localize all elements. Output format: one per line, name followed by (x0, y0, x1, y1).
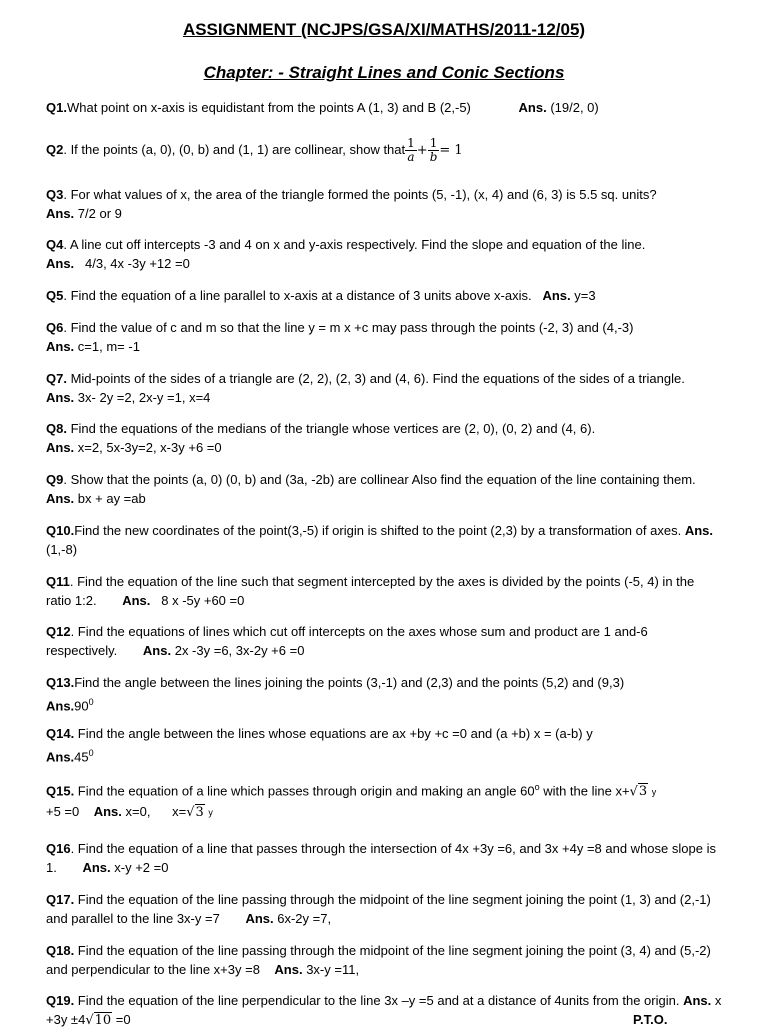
question-text: . Find the equations of lines which cut off intercepts on the axes whose sum and product are 1 and-6 respectively. (46, 624, 648, 658)
question-number: Q15. (46, 783, 75, 799)
question-number: Q18. (46, 943, 75, 958)
answer-text: 3x- 2y =2, 2x-y =1, x=4 (77, 389, 211, 405)
answer-label: Ans. (46, 697, 75, 713)
question-text: . If the points (a, 0), (0, b) and (1, 1) are collinear, show that (63, 142, 406, 157)
answer-text: x=0, (125, 804, 151, 820)
answer-label: Ans. (46, 205, 75, 221)
answer-label: Ans. (46, 389, 75, 405)
question-18 (46, 942, 722, 979)
question-number: Q16 (46, 841, 71, 856)
question-number: Q11 (46, 574, 70, 589)
answer-text: 4/3, 4x -3y +12 =0 (85, 255, 190, 271)
question-number: Q8. (46, 421, 67, 436)
question-12 (46, 623, 722, 660)
chapter-subtitle: Chapter: - Straight Lines and Conic Sections (203, 63, 565, 82)
answer-text: y=3 (574, 288, 596, 303)
answer-text: (1,-8) (46, 541, 78, 557)
question-text: . A line cut off intercepts -3 and 4 on x and y-axis respectively. Find the slope and equation of the line. (63, 237, 646, 252)
answer-label: Ans. (683, 993, 712, 1008)
question-15: Q15. Find the equation of a line which passes through origin and making an angle 60$^o$ with the line x+√3 y +5 =0 Ans. x=0, x=√3 y (46, 782, 657, 821)
sqrt-3: √3 (186, 805, 204, 821)
question-number: Q19. (46, 993, 75, 1008)
answer-label: Ans. (46, 255, 75, 271)
question-text: . Find the equation of a line that passes through the intersection of 4x +3y =6, and 3x +4y =8 and whose slope is 1. (46, 841, 716, 875)
answer-label: Ans. (46, 439, 75, 455)
answer-text: (19/2, 0) (550, 100, 599, 115)
question-number: Q7. (46, 371, 67, 386)
question-text: . Find the value of c and m so that the line y = m x +c may pass through the points (-2, 3) and (4,-3) (63, 320, 634, 335)
question-14 (46, 725, 722, 766)
answer-label: Ans. (46, 748, 75, 764)
answer-label: Ans. (274, 961, 303, 977)
question-number: Q6 (46, 320, 64, 335)
question-number: Q14. (46, 726, 75, 741)
question-9 (46, 471, 722, 508)
answer-label: Ans. (542, 288, 571, 303)
answer-label: Ans. (82, 859, 111, 875)
answer-text: 2x -3y =6, 3x-2y +6 =0 (174, 642, 305, 658)
question-number: Q9 (46, 472, 64, 487)
question-5 (46, 287, 722, 306)
sqrt-10: √10 (85, 1012, 112, 1028)
degree-sup: 0 (88, 696, 94, 707)
equals-one: = 1 (439, 143, 463, 158)
question-text: Find the angle between the lines whose equations are ax +by +c =0 and (a +b) x = (a-b) y (74, 726, 593, 741)
question-1 (46, 99, 722, 118)
degree-sup: 0 (88, 747, 94, 758)
fraction-1-over-b: $\frac{1}{b}$ (429, 136, 438, 165)
question-text: Find the equation of the line perpendicular to the line 3x –y =5 and at a distance of 4units from the origin. (74, 993, 680, 1008)
answer-text: c=1, m= -1 (77, 338, 140, 354)
answer-text: 8 x -5y +60 =0 (161, 592, 245, 608)
question-number: Q4 (46, 237, 64, 252)
question-4 (46, 236, 722, 273)
question-text: Find the equation of a line which passes through origin and making an angle 60 (74, 783, 535, 799)
question-7 (46, 370, 722, 407)
answer-text: x=2, 5x-3y=2, x-3y +6 =0 (77, 439, 222, 455)
question-17 (46, 891, 722, 928)
question-text: Find the new coordinates of the point(3,-5) if origin is shifted to the point (2,3) by a transformation of axes. (74, 523, 682, 538)
question-16 (46, 840, 722, 877)
question-11 (46, 573, 722, 610)
answer-text: x-y +2 =0 (114, 859, 169, 875)
answer-text: 45 (74, 748, 89, 764)
answer-text: 90 (74, 697, 89, 713)
question-text: Find the equations of the medians of the triangle whose vertices are (2, 0), (0, 2) and (4, 6). (66, 421, 596, 436)
answer-label: Ans. (46, 490, 75, 506)
answer-label: Ans. (46, 338, 75, 354)
question-number: Q10. (46, 523, 75, 538)
question-text: Find the equation of the line passing through the midpoint of the line segment joining the point (3, 4) and (5,-2) and perpendicular to the line x+3y =8 (46, 943, 711, 977)
answer-label: Ans. (518, 100, 547, 115)
answer-label: Ans. (245, 910, 274, 926)
question-text: . Find the equation of a line parallel to x-axis at a distance of 3 units above x-axis. (63, 288, 532, 303)
question-number: Q2 (46, 142, 64, 157)
pto-label: P.T.O. (633, 1012, 668, 1027)
fraction-1-over-a: $\frac{1}{a}$ (407, 136, 415, 165)
question-number: Q12 (46, 624, 71, 639)
answer-label: Ans. (142, 642, 172, 658)
assignment-title: ASSIGNMENT (NCJPS/GSA/XI/MATHS/2011-12/05) (182, 20, 586, 39)
question-text: . For what values of x, the area of the triangle formed the points (5, -1), (x, 4) and (6, 3) is 5.5 sq. units? (63, 187, 657, 202)
question-number: Q5 (46, 288, 64, 303)
answer-text: 6x-2y =7, (277, 910, 332, 926)
question-text: . Find the equation of the line such that segment intercepted by the axes is divided by the points (-5, 4) in the ratio 1:2. (46, 574, 695, 608)
answer-text: 3x-y =11, (306, 961, 360, 977)
question-2: Q2. If the points (a, 0), (0, b) and (1, 1) are collinear, show that $\frac{1}{a}$ + $\frac{1}{b}$ = 1 (46, 136, 463, 165)
question-number: Q17. (46, 892, 75, 907)
question-number: Q3 (46, 187, 64, 202)
answer-text: 7/2 or 9 (77, 205, 122, 221)
answer-text: bx + ay =ab (77, 490, 146, 506)
question-number: Q1. (46, 100, 67, 115)
question-13 (46, 674, 722, 715)
answer-label: Ans. (122, 592, 151, 608)
answer-label: Ans. (684, 523, 713, 538)
question-text: What point on x-axis is equidistant from the points A (1, 3) and B (2,-5) (66, 100, 471, 115)
degree-sup: o (534, 782, 540, 792)
question-number: Q13. (46, 675, 75, 690)
question-text: Find the equation of the line passing through the midpoint of the line segment joining the point (1, 3) and (2,-1) and parallel to the line 3x-y =7 (46, 892, 711, 926)
answer-text: x +3y ±4 (46, 993, 722, 1027)
sqrt-3: √3 (629, 784, 648, 800)
question-6 (46, 319, 722, 356)
question-10 (46, 522, 722, 559)
question-3 (46, 186, 722, 223)
question-text: Find the angle between the lines joining the points (3,-1) and (2,3) and the points (5,2) and (9,3) (74, 675, 625, 690)
question-text: . Show that the points (a, 0) (0, b) and (3a, -2b) are collinear Also find the equation of the line containing them. (63, 472, 696, 487)
question-19: Q19. Find the equation of the line perpendicular to the line 3x –y =5 and at a distance of 4units from the origin. Ans. x +3y ±4√10 =0 (46, 993, 722, 1028)
question-8 (46, 420, 722, 457)
question-text: Mid-points of the sides of a triangle are (2, 2), (2, 3) and (4, 6). Find the equations of the sides of a triangle. (66, 371, 685, 386)
answer-label: Ans. (93, 804, 122, 820)
